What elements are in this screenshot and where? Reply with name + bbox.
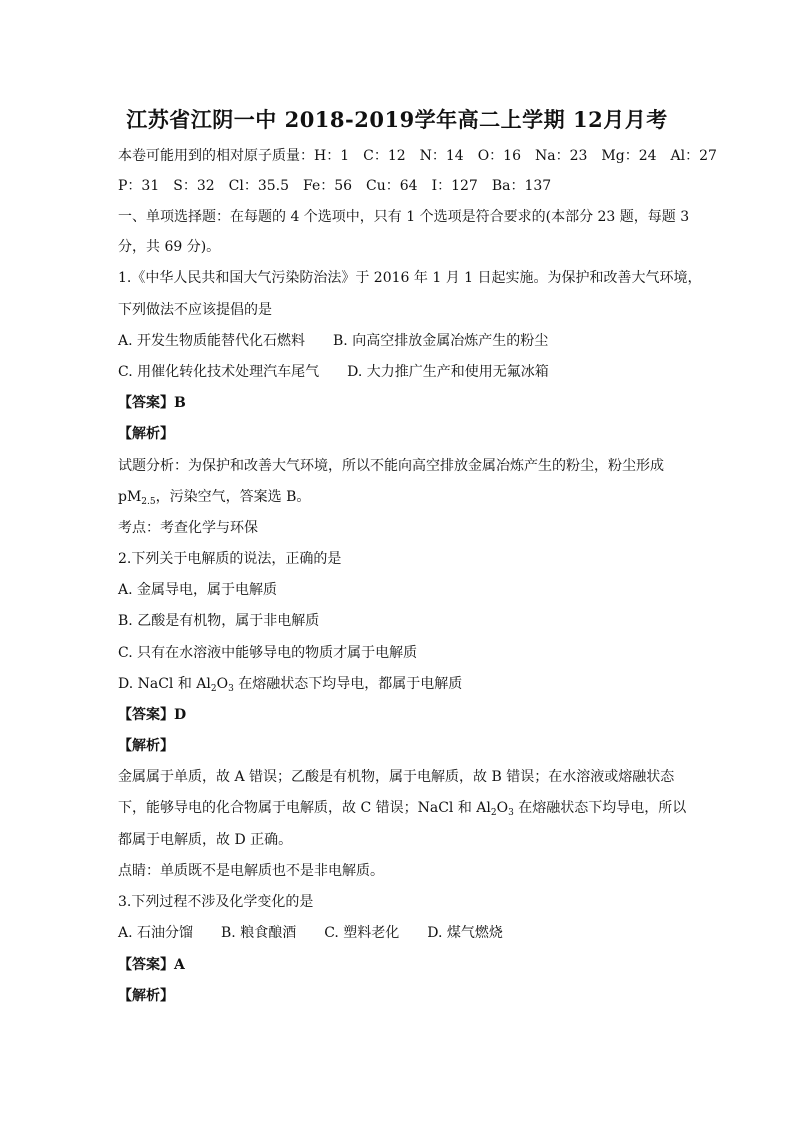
q1-answer: 【答案】B <box>118 395 186 411</box>
q1-stem-line-1: 1.《中华人民共和国大气污染防治法》于 2016 年 1 月 1 日起实施。为保护和改善大气环境， <box>118 270 702 286</box>
q2-option-d <box>118 674 462 694</box>
q2-exp-post: 在熔融状态下均导电，所以 <box>513 800 687 816</box>
atomic-mass-line-2: P：31 S：32 Cl：35.5 Fe：56 Cu：64 I：127 Ba：137 <box>118 178 552 194</box>
q2-option-a: A. 金属导电，属于电解质 <box>118 582 278 598</box>
subscript: 3 <box>228 684 234 694</box>
q1-analysis-label: 【解析】 <box>118 426 174 442</box>
atomic-mass-line-1: 本卷可能用到的相对原子质量：H：1 C：12 N：14 O：16 Na：23 Mg：24 Al：27 <box>118 148 717 164</box>
q2-option-d-mid: O <box>216 676 229 692</box>
q3-analysis-label: 【解析】 <box>118 988 174 1004</box>
q3-answer: 【答案】A <box>118 957 185 973</box>
subscript: 3 <box>508 808 514 818</box>
q2-analysis-label: 【解析】 <box>118 738 174 754</box>
q1-options-cd: C. 用催化转化技术处理汽车尾气 D. 大力推广生产和使用无氟冰箱 <box>118 364 549 380</box>
q1-point: 考点：考查化学与环保 <box>118 520 258 536</box>
pm-subscript: 2.5 <box>141 497 156 507</box>
q2-note: 点睛：单质既不是电解质也不是非电解质。 <box>118 863 384 879</box>
section-heading-line-1: 一、单项选择题：在每题的 4 个选项中，只有 1 个选项是符合要求的(本部分 23 题，每题 3 <box>118 209 690 225</box>
page-title: 江苏省江阴一中 2018-2019学年高二上学期 12月月考 <box>126 107 668 132</box>
q2-explanation-line-2 <box>118 798 686 818</box>
subscript: 2 <box>490 808 497 818</box>
q2-option-b: B. 乙酸是有机物，属于非电解质 <box>118 613 320 629</box>
q2-option-d-post: 在熔融状态下均导电，都属于电解质 <box>233 676 463 692</box>
q2-answer: 【答案】D <box>118 707 187 723</box>
subscript: 2 <box>210 684 217 694</box>
q2-exp-mid: O <box>496 800 509 816</box>
q2-exp-pre: 下，能够导电的化合物属于电解质，故 C 错误；NaCl 和 Al <box>118 800 491 816</box>
q2-stem: 2.下列关于电解质的说法，正确的是 <box>118 551 342 567</box>
q3-stem: 3.下列过程不涉及化学变化的是 <box>118 894 314 910</box>
q1-options-ab: A. 开发生物质能替代化石燃料 B. 向高空排放金属冶炼产生的粉尘 <box>118 333 549 349</box>
q2-option-c: C. 只有在水溶液中能够导电的物质才属于电解质 <box>118 645 418 661</box>
q2-option-d-pre: D. NaCl 和 Al <box>118 676 211 692</box>
q1-explanation-line-1: 试题分析：为保护和改善大气环境，所以不能向高空排放金属冶炼产生的粉尘，粉尘形成 <box>118 458 664 474</box>
q1-explanation-line-2 <box>118 487 310 507</box>
q1-explanation-rest: ，污染空气，答案选 B。 <box>155 489 311 505</box>
q1-stem-line-2: 下列做法不应该提倡的是 <box>118 302 272 318</box>
q2-explanation-line-1: 金属属于单质，故 A 错误；乙酸是有机物，属于电解质，故 B 错误；在水溶液或熔融状态 <box>118 769 675 785</box>
section-heading-line-2: 分，共 69 分)。 <box>118 239 221 255</box>
pm-text: pM <box>118 489 142 505</box>
q3-options: A. 石油分馏 B. 粮食酿酒 C. 塑料老化 D. 煤气燃烧 <box>118 925 503 941</box>
q2-explanation-line-3: 都属于电解质，故 D 正确。 <box>118 832 293 848</box>
